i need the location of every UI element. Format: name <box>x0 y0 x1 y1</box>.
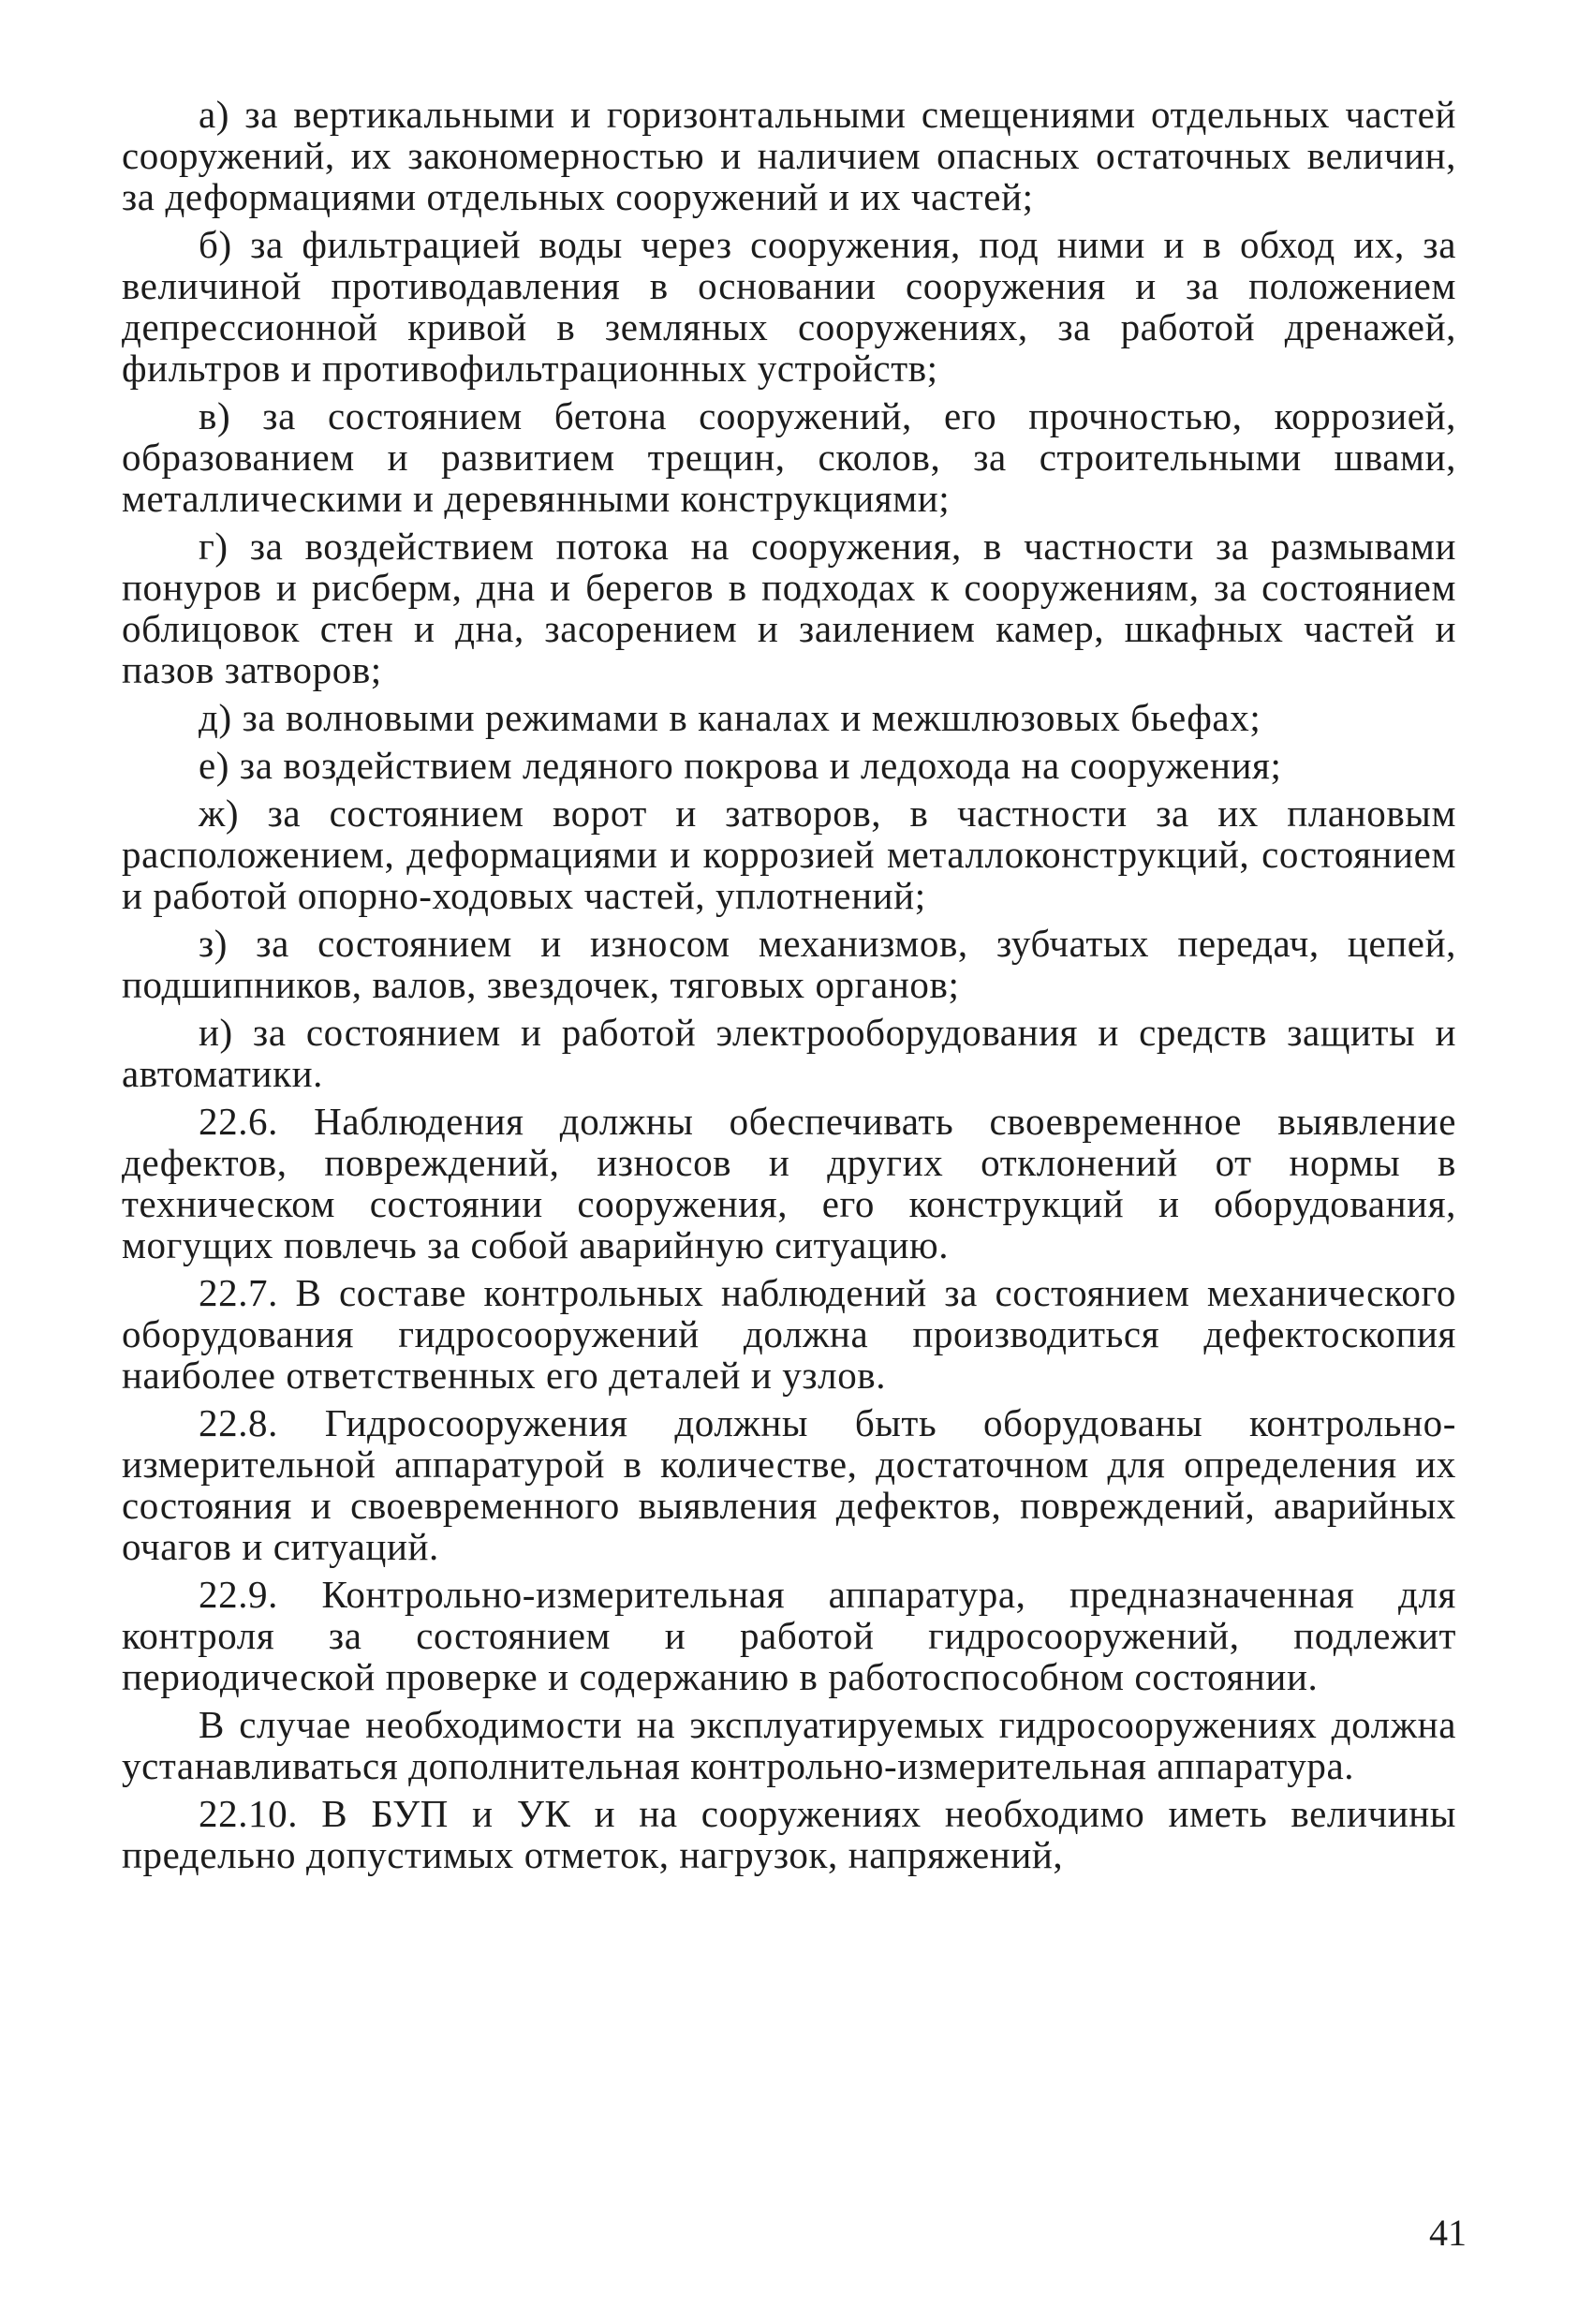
paragraph-z: з) за состоянием и износом механизмов, зубчатых передач, цепей, подшипников, валов, звездочек, тяговых органов; <box>122 922 1456 1006</box>
section-22-9: 22.9. Контрольно-измерительная аппаратура, предназначенная для контроля за состоянием и работой гидросооружений, подлежит периодической проверке и содержанию в работоспособном состоянии. <box>122 1573 1456 1698</box>
paragraph-g: г) за воздействием потока на сооружения, в частности за размывами понуров и рисберм, дна и берегов в подходах к сооружениям, за состоянием облицовок стен и дна, засорением и заилением камер, шкафных частей и пазов затворов; <box>122 525 1456 691</box>
paragraph-e: е) за воздействием ледяного покрова и ледохода на сооружения; <box>199 744 1282 787</box>
section-22-6: 22.6. Наблюдения должны обеспечивать своевременное выявление дефектов, повреждений, износов и других отклонений от нормы в техническом состоянии сооружения, его конструкций и оборудования, могущих повлечь за собой аварийную ситуацию. <box>122 1100 1456 1266</box>
section-22-7: 22.7. В составе контрольных наблюдений за состоянием механического оборудования гидросооружений должна производиться дефектоскопия наиболее ответственных его деталей и узлов. <box>122 1271 1456 1397</box>
section-22-8: 22.8. Гидросооружения должны быть оборудованы контрольно-измерительной аппаратурой в количестве, достаточном для определения их состояния и своевременного выявления дефектов, повреждений, аварийных очагов и ситуаций. <box>122 1401 1456 1568</box>
paragraph-v: в) за состоянием бетона сооружений, его прочностью, коррозией, образованием и развитием трещин, сколов, за строительными швами, металлическими и деревянными конструкциями; <box>122 394 1456 520</box>
paragraph-i: и) за состоянием и работой электрооборудования и средств защиты и автоматики. <box>122 1011 1456 1095</box>
section-22-9-additional: В случае необходимости на эксплуатируемых гидросооружениях должна устанавливаться дополнительная контрольно-измерительная аппаратура. <box>122 1703 1456 1787</box>
paragraph-zh: ж) за состоянием ворот и затворов, в частности за их плановым расположением, деформациями и коррозией металлоконструкций, состоянием и работой опорно-ходовых частей, уплотнений; <box>122 792 1456 917</box>
paragraph-b: б) за фильтрацией воды через сооружения, под ними и в обход их, за величиной противодавления в основании сооружения и за положением депрессионной кривой в земляных сооружениях, за работой дренажей, фильтров и противофильтрационных устройств; <box>122 223 1456 390</box>
paragraph-a: а) за вертикальными и горизонтальными смещениями отдельных частей сооружений, их закономерностью и наличием опасных остаточных величин, за деформациями отдельных сооружений и их частей; <box>122 93 1456 218</box>
paragraph-d: д) за волновыми режимами в каналах и межшлюзовых бьефах; <box>199 696 1261 739</box>
section-22-10: 22.10. В БУП и УК и на сооружениях необходимо иметь величины предельно допустимых отметок, нагрузок, напряжений, <box>122 1792 1456 1876</box>
page-number: 41 <box>1429 2212 1467 2254</box>
page-body <box>122 94 1456 1882</box>
